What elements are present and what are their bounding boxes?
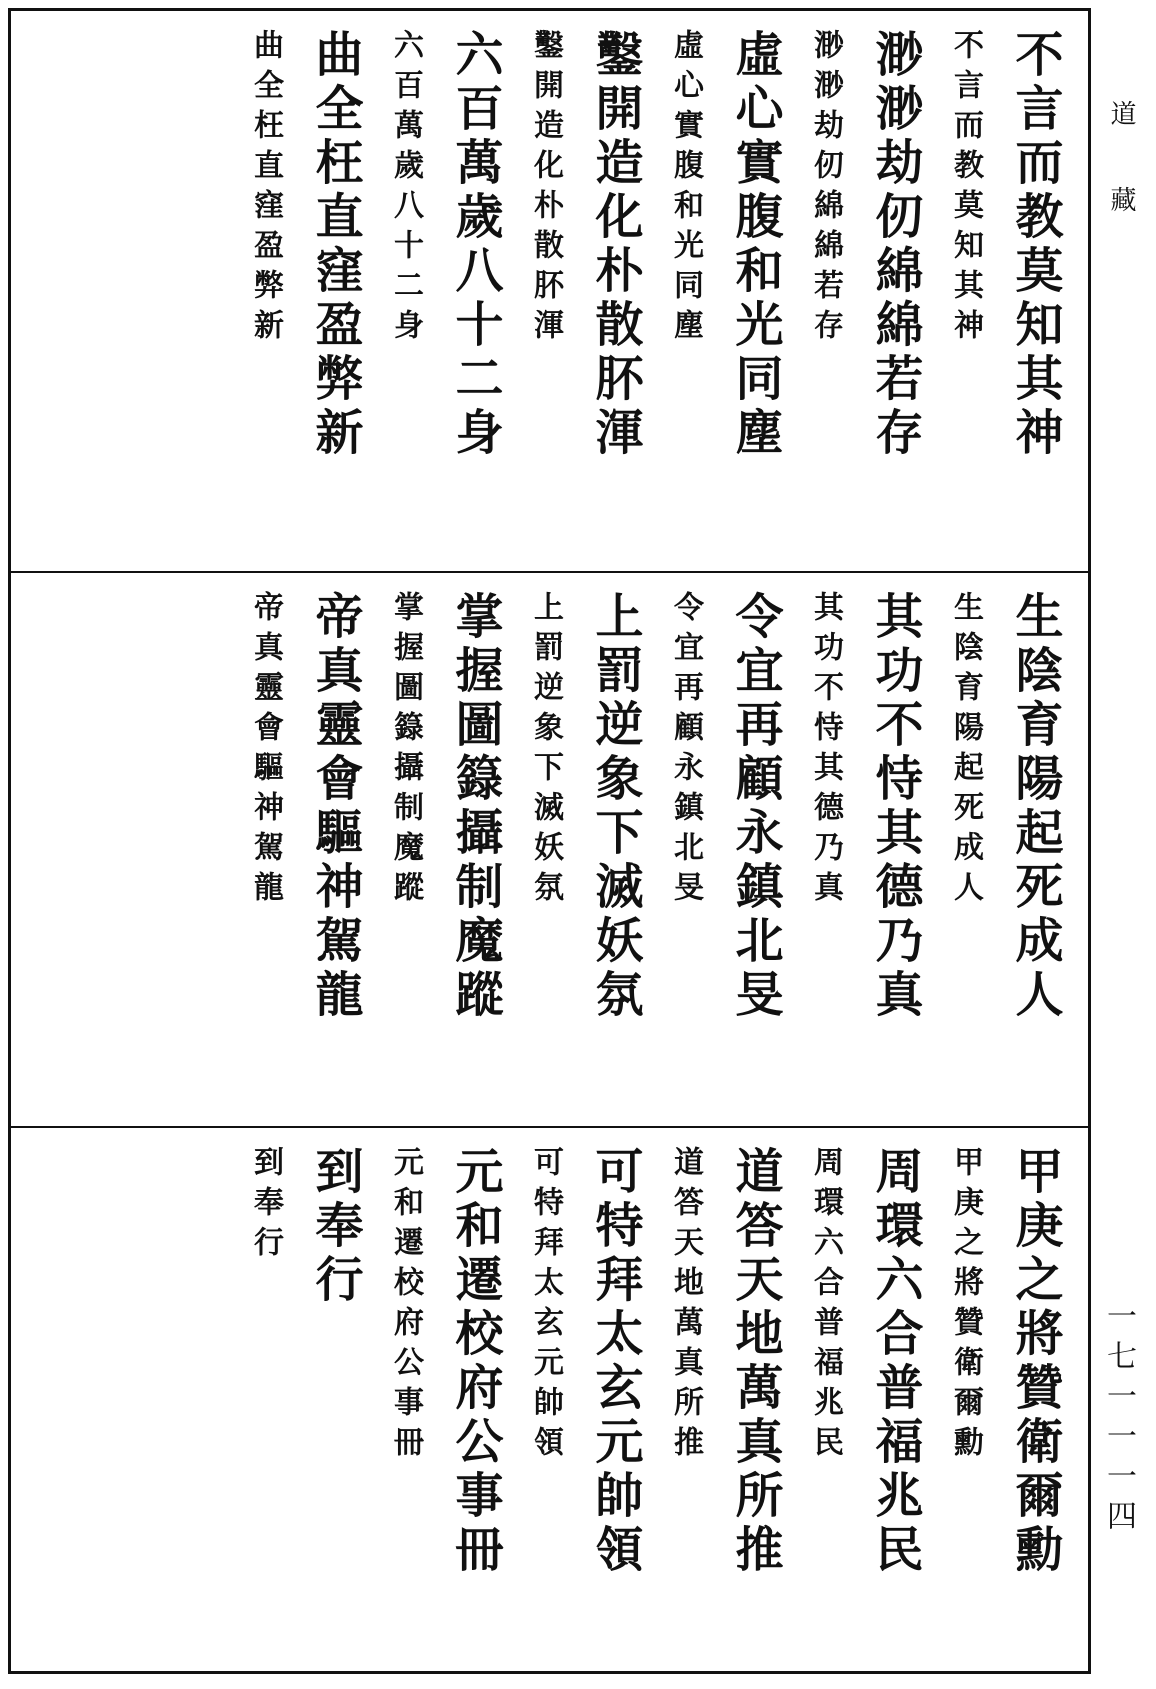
- seal-column: 令宜再顧永鎮北旻: [727, 591, 783, 1023]
- seal-column: 不言而教莫知其神: [1007, 29, 1063, 461]
- regular-column: 令宜再顧永鎮北旻: [668, 591, 703, 911]
- regular-column: 掌握圖籙攝制魔蹤: [388, 591, 423, 911]
- regular-column: 其功不恃其德乃真: [808, 591, 843, 911]
- seal-column: 到奉行: [307, 1146, 363, 1308]
- seal-column: 渺渺劫仞綿綿若存: [867, 29, 923, 461]
- regular-column: 帝真靈會驅神駕龍: [248, 591, 283, 911]
- regular-column: 生陰育陽起死成人: [948, 591, 983, 911]
- regular-column: 周環六合普福兆民: [808, 1146, 843, 1466]
- regular-column: 到奉行: [248, 1146, 283, 1266]
- text-band-middle: [11, 571, 1088, 1121]
- regular-column: 不言而教莫知其神: [948, 29, 983, 349]
- seal-column: 甲庚之將贊衛爾勳: [1007, 1146, 1063, 1578]
- seal-column: 上罰逆象下滅妖氛: [587, 591, 643, 1023]
- page-frame: [8, 8, 1091, 1674]
- seal-column: 道答天地萬真所推: [727, 1146, 783, 1578]
- seal-column: 生陰育陽起死成人: [1007, 591, 1063, 1023]
- seal-column: 六百萬歲八十二身: [447, 29, 503, 461]
- text-band-bottom: [11, 1126, 1088, 1676]
- regular-column: 可特拜太玄元帥領: [528, 1146, 563, 1466]
- page-number: 一七一一一四: [1101, 1300, 1136, 1540]
- regular-column: 鑿開造化朴散肧渾: [528, 29, 563, 349]
- regular-column: 甲庚之將贊衛爾勳: [948, 1146, 983, 1466]
- seal-column: 曲全枉直窪盈弊新: [307, 29, 363, 461]
- seal-column: 周環六合普福兆民: [867, 1146, 923, 1578]
- regular-column: 曲全枉直窪盈弊新: [248, 29, 283, 349]
- margin-title: 道藏: [1106, 100, 1136, 272]
- seal-column: 帝真靈會驅神駕龍: [307, 591, 363, 1023]
- regular-column: 六百萬歲八十二身: [388, 29, 423, 349]
- seal-column: 鑿開造化朴散肧渾: [587, 29, 643, 461]
- regular-column: 道答天地萬真所推: [668, 1146, 703, 1466]
- seal-column: 可特拜太玄元帥領: [587, 1146, 643, 1578]
- regular-column: 渺渺劫仞綿綿若存: [808, 29, 843, 349]
- regular-column: 上罰逆象下滅妖氛: [528, 591, 563, 911]
- text-band-top: [11, 11, 1088, 561]
- seal-column: 其功不恃其德乃真: [867, 591, 923, 1023]
- seal-column: 元和遷校府公事冊: [447, 1146, 503, 1578]
- seal-column: 掌握圖籙攝制魔蹤: [447, 591, 503, 1023]
- regular-column: 元和遷校府公事冊: [388, 1146, 423, 1466]
- seal-column: 虛心實腹和光同塵: [727, 29, 783, 461]
- regular-column: 虛心實腹和光同塵: [668, 29, 703, 349]
